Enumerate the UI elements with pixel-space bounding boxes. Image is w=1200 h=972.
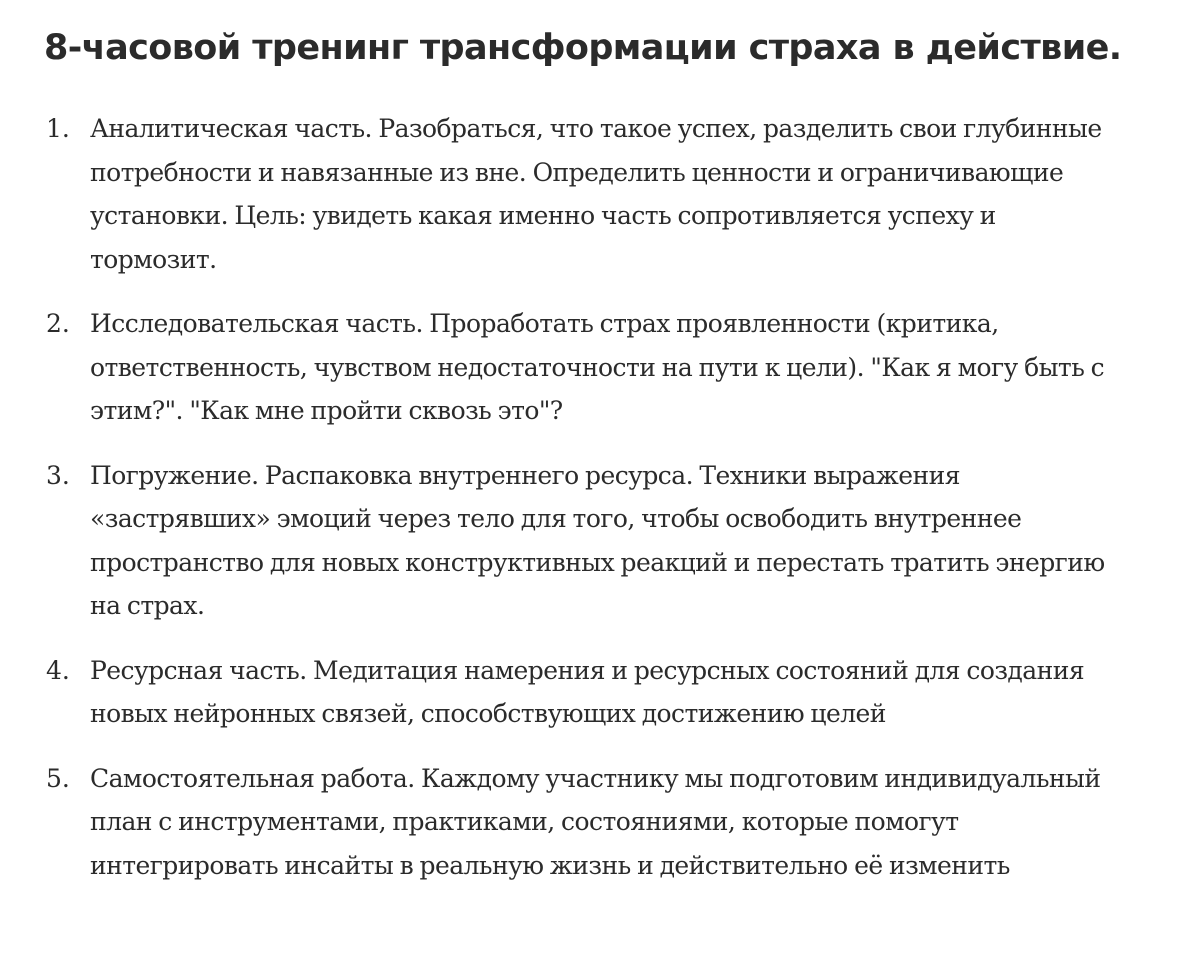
list-item-text: Ресурсная часть. Медитация намерения и ресурсных состояний для создания новых нейронных связей, способствующих достижению целей: [90, 655, 1085, 728]
numbered-list: [0, 107, 1200, 908]
list-item-text: Аналитическая часть. Разобраться, что такое успех, разделить свои глубинные потребности и навязанные из вне. Определить ценности и ограничивающие установки. Цель: увидеть какая именно часть сопротивляется успеху и тормозит.: [90, 114, 1102, 274]
page-title: 8-часовой тренинг трансформации страха в действие.: [44, 28, 1122, 68]
list-item-number: 4.: [46, 655, 70, 685]
list-item: [0, 649, 1200, 736]
list-item: [0, 454, 1200, 628]
list-item-text: Погружение. Распаковка внутреннего ресурса. Техники выражения «застрявших» эмоций через тело для того, чтобы освободить внутреннее пространство для новых конструктивных реакций и перестать тратить энергию на страх.: [90, 460, 1105, 620]
list-item-number: 5.: [46, 763, 70, 793]
list-item-text: Самостоятельная работа. Каждому участнику мы подготовим индивидуальный план с инструментами, практиками, состояниями, которые помогут интегрировать инсайты в реальную жизнь и действительно её изменить: [90, 763, 1101, 880]
list-item: [0, 757, 1200, 888]
list-item-number: 3.: [46, 460, 70, 490]
list-item: [0, 107, 1200, 281]
list-item-number: 1.: [46, 114, 70, 143]
list-item: [0, 302, 1200, 433]
list-item-text: Исследовательская часть. Проработать страх проявленности (критика, ответственность, чувством недостаточности на пути к цели). "Как я могу быть с этим?". "Как мне пройти сквозь это"?: [90, 309, 1105, 425]
list-item-number: 2.: [46, 309, 70, 338]
